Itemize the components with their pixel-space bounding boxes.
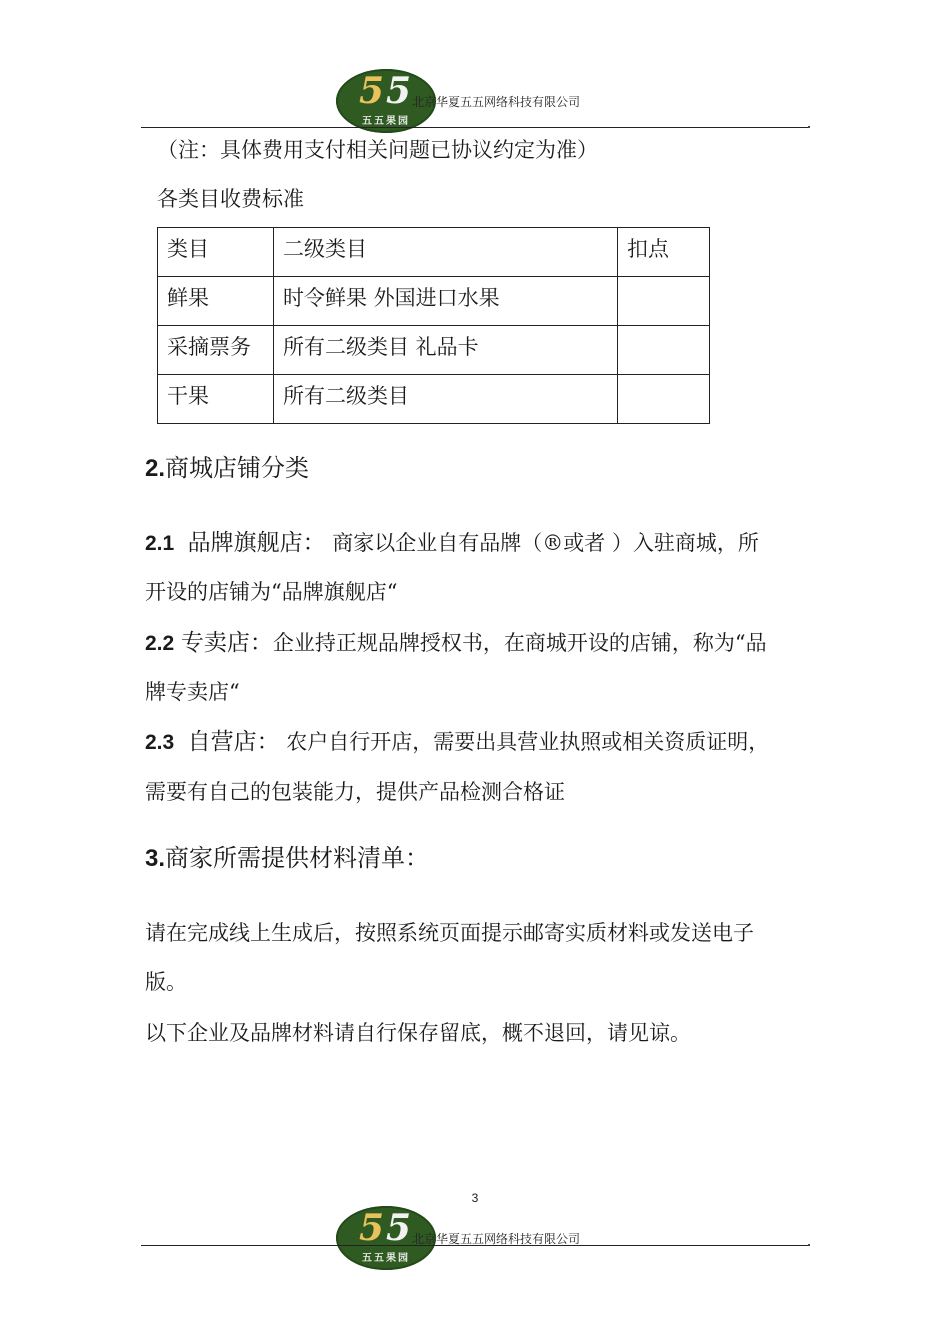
logo-digit: 5 (358, 1207, 386, 1249)
column-header: 扣点 (618, 228, 710, 277)
header-rule (141, 127, 808, 128)
table-cell: 所有二级类目 礼品卡 (274, 326, 618, 375)
fee-note: （注：具体费用支付相关问题已协议约定为准） (157, 138, 598, 162)
logo-digit: 5 (386, 1207, 414, 1249)
section-number: 2. (145, 455, 166, 482)
item-2-2-line1 (145, 631, 767, 656)
fee-table-title: 各类目收费标准 (157, 187, 304, 211)
item-text: 农户自行开店，需要出具营业执照或相关资质证明， (286, 730, 770, 754)
table-cell: 时令鲜果 外国进口水果 (274, 277, 618, 326)
table-cell: 干果 (158, 375, 274, 424)
column-header: 类目 (158, 228, 274, 277)
section-number: 3. (145, 845, 166, 872)
item-number: 2.1 (145, 532, 175, 555)
table-cell: 所有二级类目 (274, 375, 618, 424)
section-3-para2: 以下企业及品牌材料请自行保存留底，概不退回，请见谅。 (145, 1021, 691, 1045)
item-2-1-line1 (145, 531, 759, 556)
table-row (158, 326, 710, 375)
item-term: 品牌旗舰店： (187, 530, 326, 556)
section-3-heading (145, 844, 429, 873)
section-3-para1-line1: 请在完成线上生成后，按照系统页面提示邮寄实质材料或发送电子 (145, 921, 754, 945)
section-title: 商城店铺分类 (165, 454, 310, 482)
table-cell: 鲜果 (158, 277, 274, 326)
footer-rule (141, 1245, 808, 1246)
logo-digit: 5 (358, 70, 386, 112)
item-2-3-line1 (145, 730, 769, 755)
table-row (158, 375, 710, 424)
table-cell (618, 326, 710, 375)
logo-digit: 5 (386, 70, 414, 112)
section-title: 商家所需提供材料清单： (165, 844, 430, 872)
header-company-name: 北京华夏五五网络科技有限公司 (412, 95, 581, 109)
table-header-row (158, 228, 710, 277)
item-number: 2.3 (145, 731, 175, 754)
item-text: 企业持正规品牌授权书，在商城开设的店铺，称为“品 (272, 631, 767, 655)
table-cell: 采摘票务 (158, 326, 274, 375)
section-2-heading (145, 454, 309, 483)
item-2-1-line2: 开设的店铺为“品牌旗舰店“ (145, 580, 398, 604)
item-number: 2.2 (145, 632, 175, 655)
item-text: 商家以企业自有品牌（®或者 ）入驻商城，所 (332, 531, 759, 555)
table-row (158, 277, 710, 326)
footer-rule-mark (808, 1244, 810, 1246)
logo-tagline: 五五果园 (362, 1253, 410, 1264)
header-rule-mark (808, 126, 810, 128)
fee-table (157, 227, 710, 424)
column-header: 二级类目 (274, 228, 618, 277)
table-cell (618, 375, 710, 424)
footer-company-name: 北京华夏五五网络科技有限公司 (412, 1232, 581, 1246)
page-number: 3 (471, 1191, 479, 1205)
section-3-para1-line2: 版。 (145, 970, 187, 994)
item-2-2-line2: 牌专卖店“ (145, 680, 240, 704)
item-term: 专卖店： (180, 630, 273, 656)
item-term: 自营店： (187, 729, 280, 755)
table-cell (618, 277, 710, 326)
logo-tagline: 五五果园 (362, 116, 410, 127)
item-2-3-line2: 需要有自己的包装能力，提供产品检测合格证 (145, 780, 565, 804)
